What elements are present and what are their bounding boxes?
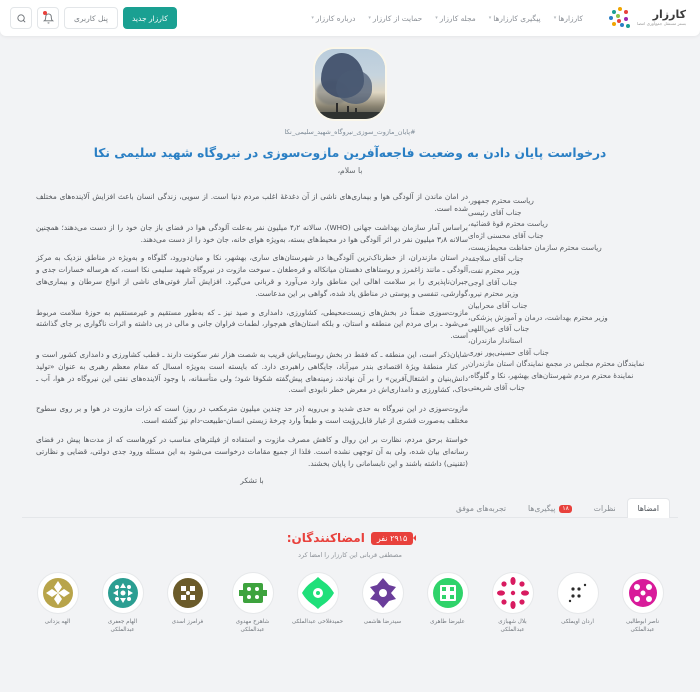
recipient-line: جناب آقای رئیسی bbox=[468, 207, 522, 217]
list-item[interactable] bbox=[551, 572, 605, 634]
recipient-line: استاندار مازندران، bbox=[468, 335, 523, 345]
ground-line bbox=[315, 112, 385, 119]
nav-label: مجله کارزار bbox=[439, 13, 476, 23]
body-paragraph: شایان‌ذکر است، این منطقه ـ که فقط در بخش روستایی‌اش قریب به شصت هزار نفر سکونت دارند ـ قطب کشاورزی و دامداری کشور است و در کنار منطقهٔ ویژهٔ اقتصادی بندر میرآباد، جایگاهی راهبردی دارد. که بایسته است به‌ویژه امسال که مقام معظم رهبری به عنوان «تولید دانش‌بنیان و اشتغال‌آفرین» را بر آن نهادند، زمینه‌های پیش‌گفته شکوفا شود؛ ولی متأسفانه، با وجود آلاینده‌های نفتی این نیروگاه در هوا، آب ـ خاک، کشاورزی و دامداری‌اش در معرض خطر نابودی است. bbox=[36, 350, 468, 395]
avatar bbox=[37, 572, 79, 614]
nav-item-support[interactable] bbox=[368, 14, 422, 23]
recipient-line: وزیر محترم بهداشت، درمان و آموزش پزشکی، bbox=[468, 312, 608, 322]
signer-name: فرامرز اسدی bbox=[171, 619, 204, 626]
tab-label: تجربه‌های موفق bbox=[455, 504, 506, 514]
list-item[interactable] bbox=[161, 572, 215, 634]
body-paragraph: در امان ماندن از آلودگی هوا و بیماری‌های ناشی از آن دغدغهٔ اغلب مردم دنیا است. از سویی، زندگی انسان باعث افزایش آلاینده‌های مختلف شده است. bbox=[36, 192, 468, 213]
avatar bbox=[167, 572, 209, 614]
recipient-line: جناب آقای شریعتی bbox=[468, 382, 526, 392]
recipient-line: نمایندهٔ محترم مردم شهرستان‌های بهشهر، نکا و گلوگاه، bbox=[468, 370, 634, 380]
signer-name: اردان اویملکی bbox=[561, 619, 594, 626]
smoke-plume-secondary bbox=[336, 70, 372, 104]
avatar bbox=[102, 572, 144, 614]
recipient-line: وزیر محترم نفت، bbox=[468, 266, 520, 276]
recipient-line: جناب آقای محرابیان bbox=[468, 300, 528, 310]
brand-logo[interactable] bbox=[609, 7, 686, 29]
page-title: درخواست پایان دادن به وضعیت فاجعه‌آفرین مازوت‌سوزی در نیروگاه شهید سلیمی نکا bbox=[93, 146, 607, 160]
body-paragraph: در استان مازندران، از خطرناک‌ترین آلودگی‌ها در شهرستان‌های ساری، بهشهر، نکا و میان‌دورود، گلوگاه و به‌ویژه در مناطق نزدیک به مرکز آلودگی ـ مانند زاغمرز و روستاهای دهستان میانکاله و قره‌طغان ـ سوخت مازوت در نیروگاه شهید سلیمی نکا است، که هرساله خسارات جدی و جبران‌ناپذیری را بر سلامت اهالی این مناطق وارد می‌آورد و قربانی می‌گیرد. افزایش آمار فوتی‌های ناشی از انواع سرطان و بیماری‌های گوارشی، تنفسی و پوستی در مناطق یاد شده، گواهی بر این مدعاست. bbox=[36, 253, 468, 298]
list-item[interactable] bbox=[421, 572, 475, 634]
avatar bbox=[492, 572, 534, 614]
brand-name: کارزار bbox=[652, 8, 686, 22]
logo-dots-icon bbox=[609, 7, 631, 29]
signer-name: شاهرخ مهدوی عبدالملکی bbox=[235, 619, 270, 634]
signer-name: الهام جعفری عبدالملکی bbox=[107, 619, 138, 634]
greeting-text: با سلام، bbox=[337, 166, 363, 176]
nav-label: درباره کارزار bbox=[315, 13, 356, 23]
nav-item-magazine[interactable] bbox=[435, 14, 476, 23]
chevron-down-icon: ▾ bbox=[435, 15, 438, 21]
body-paragraph: خواستهٔ برحق مردم، نظارت بر این روال و کاهش مصرف مازوت و استفاده از فیلترهای مناسب در کورهاست که از مدت‌ها پیش در فضای رسانه‌ای بیان شده، ولی به آن توجهی نشده است. فلذا از جمیع مقامات درخواست می‌شود به این مسئله ورود جدی دولتی، قضایی و نظارتی (تقنینی) داشته باشند و این نابسامانی را پایان بخشند. bbox=[36, 434, 468, 468]
site-header bbox=[0, 0, 700, 36]
recipient-line: ریاست محترم جمهور، bbox=[468, 196, 534, 206]
tab-label: پیگیری‌ها bbox=[528, 504, 556, 514]
list-item[interactable] bbox=[486, 572, 540, 634]
signers-section bbox=[0, 531, 700, 634]
avatar bbox=[427, 572, 469, 614]
nav-item-about[interactable] bbox=[311, 14, 355, 23]
notification-dot bbox=[43, 11, 47, 15]
signer-name: بلال شهبازی عبدالملکی bbox=[498, 619, 527, 634]
campaign-hashtag[interactable]: #پایان_مازوت_سوزی_نیروگاه_شهید_سلیمی_نکا bbox=[284, 128, 416, 136]
recipient-line: جناب آقای اوجی bbox=[468, 277, 518, 287]
recipient-line: ریاست محترم قوهٔ قضائیه، bbox=[468, 219, 548, 229]
tab-success-stories[interactable] bbox=[445, 498, 517, 518]
avatar bbox=[362, 572, 404, 614]
closing-text: با تشکر bbox=[240, 476, 264, 486]
nav-item-followups[interactable] bbox=[489, 14, 541, 23]
header-actions bbox=[10, 7, 177, 29]
signers-count-badge: ۲۹۱۵ نفر bbox=[371, 532, 413, 545]
chevron-down-icon: ▾ bbox=[368, 15, 371, 21]
signer-name: علیرضا طاهری bbox=[430, 619, 465, 626]
petition-body bbox=[22, 191, 468, 485]
signer-name: حمیدفلاحی عبدالملکی bbox=[291, 619, 344, 626]
tab-comments[interactable] bbox=[583, 498, 627, 518]
body-paragraph: مازوت‌سوزی در این نیروگاه به حدی شدید و بی‌رویه (در حد چندین میلیون مترمکعب در روز) است که ذرات مازوت در هوا و بر روی سطوح مختلف به‌صورت قشری از غبار قابل‌رؤیت است و طبعاً وارد چرخهٔ زیستی انسان-طبیعت-دام نیز گشته است. bbox=[36, 404, 468, 426]
avatar bbox=[622, 572, 664, 614]
tab-label: نظرات bbox=[593, 504, 616, 514]
avatar bbox=[297, 572, 339, 614]
list-item[interactable] bbox=[616, 572, 670, 634]
recipient-line: وزیر محترم نیرو، bbox=[468, 289, 519, 299]
campaign-image bbox=[313, 47, 387, 121]
avatar bbox=[232, 572, 274, 614]
user-panel-button[interactable]: پنل کاربری bbox=[64, 7, 118, 29]
list-item[interactable] bbox=[96, 572, 150, 634]
campaign-hero bbox=[0, 36, 700, 175]
recipient-line: جناب آقای سلاجقه bbox=[468, 254, 524, 264]
latest-signer-text: مصطفی قربانی این کارزار را امضا کرد bbox=[298, 551, 402, 560]
brand-tagline: بستر مستقل جمع‌آوری امضا bbox=[636, 21, 686, 27]
avatar bbox=[557, 572, 599, 614]
body-paragraph: براساس آمار سازمان بهداشت جهانی (WHO)، سالانه ۴٫۲ میلیون نفر به‌علت آلودگی هوا در فضای باز جان خود را از دست می‌دهند؛ همچنین سالانه ۳٫۸ میلیون نفر در اثر آلودگی هوا در محیط‌های بسته، به‌ویژه هوای خانه، جان خود را از دست می‌دهند. bbox=[36, 222, 468, 244]
tab-label: امضاها bbox=[637, 504, 659, 514]
search-icon[interactable] bbox=[10, 7, 32, 29]
nav-item-campaigns[interactable] bbox=[554, 14, 583, 23]
followups-badge: ۱۸ bbox=[559, 505, 571, 513]
list-item[interactable] bbox=[226, 572, 280, 634]
chevron-down-icon: ▾ bbox=[553, 15, 557, 21]
list-item[interactable] bbox=[31, 572, 85, 634]
campaign-content bbox=[0, 175, 700, 485]
chevron-down-icon: ▾ bbox=[311, 15, 314, 21]
tabs-bar bbox=[22, 497, 678, 518]
new-campaign-button[interactable]: کارزار جدید bbox=[123, 7, 177, 29]
nav-label: حمایت از کارزار bbox=[372, 13, 423, 23]
nav-label: پیگیری کارزارها bbox=[493, 13, 541, 23]
signer-name: الهه یزدانی bbox=[44, 619, 71, 626]
tab-followups[interactable] bbox=[517, 498, 583, 518]
recipient-line: ریاست محترم سازمان حفاظت محیط‌زیست، bbox=[468, 242, 602, 252]
chevron-down-icon: ▾ bbox=[488, 15, 492, 21]
list-item[interactable] bbox=[291, 572, 345, 634]
signers-label: امضاکنندگان: bbox=[286, 531, 365, 546]
recipients-list bbox=[468, 191, 678, 393]
main-nav bbox=[311, 14, 583, 23]
tab-signatures[interactable] bbox=[627, 498, 670, 518]
recipient-line: جناب آقای عین‌اللهی bbox=[468, 324, 530, 334]
list-item[interactable] bbox=[356, 572, 410, 634]
notification-bell-icon[interactable] bbox=[37, 7, 59, 29]
signer-avatars bbox=[0, 572, 700, 634]
signer-name: سیدرضا هاشمی bbox=[363, 619, 402, 626]
recipient-line: جناب آقای حسینی‌پور نوری bbox=[468, 347, 549, 357]
nav-label: کارزارها bbox=[558, 13, 583, 23]
body-paragraph: مازوت‌سوزی ضمناً در بخش‌های زیست‌محیطی، کشاورزی، دامداری و صید نیز ـ که به‌طور مستقیم و غیرمستقیم به حوزهٔ سلامت مربوط می‌شود ـ برای مردم این منطقه و استان، و بلکه استان‌های هم‌جوار، لطمات فراوان جانی و مالی در پی داشته و اثرات ناگواری بر جای گذاشته است. bbox=[36, 307, 468, 341]
recipient-line: نمایندگان محترم مجلس در مجمع نمایندگان استان مازندران bbox=[468, 359, 645, 369]
recipient-line: جناب آقای محسنی اژه‌ای bbox=[468, 231, 544, 241]
signer-name: ناصر ابوطالبی عبدالملکی bbox=[625, 619, 660, 634]
